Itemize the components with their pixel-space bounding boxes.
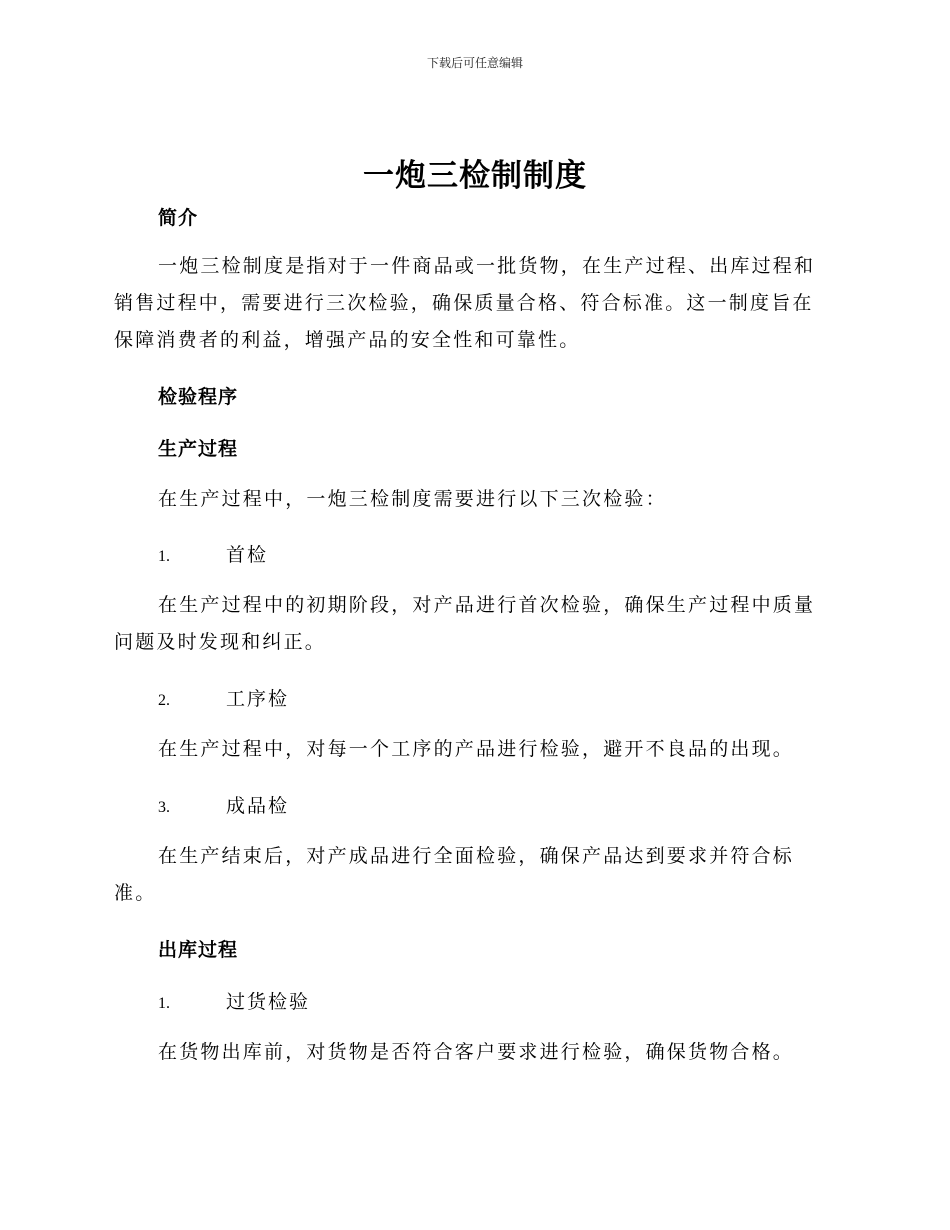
list-item-label: 工序检 (226, 688, 290, 710)
list-item-first-inspection (158, 540, 268, 567)
list-item-number: 1. (158, 548, 170, 565)
list-item-label: 成品检 (226, 795, 290, 817)
intro-paragraph: 一炮三检制度是指对于一件商品或一批货物，在生产过程、出库过程和销售过程中，需要进行三次检验，确保质量合格、符合标准。这一制度旨在保障消费者的利益，增强产品的安全性和可靠性。 (114, 255, 816, 351)
list-item-process-inspection (158, 684, 289, 711)
section-heading-production: 生产过程 (158, 438, 239, 460)
list-item-final-inspection (158, 791, 289, 818)
section-heading-outbound: 出库过程 (158, 939, 239, 961)
list-item-description: 在生产结束后，对产成品进行全面检验，确保产品达到要求并符合标准。 (114, 845, 795, 904)
list-item-number: 1. (158, 995, 170, 1012)
list-item-goods-inspection (158, 987, 310, 1014)
list-item-description: 在生产过程中的初期阶段，对产品进行首次检验，确保生产过程中质量问题及时发现和纠正。 (114, 594, 816, 653)
list-item-description: 在货物出库前，对货物是否符合客户要求进行检验，确保货物合格。 (158, 1041, 795, 1063)
list-item-label: 首检 (226, 544, 269, 566)
production-intro-paragraph: 在生产过程中，一炮三检制度需要进行以下三次检验： (158, 488, 667, 510)
list-item-description: 在生产过程中，对每一个工序的产品进行检验，避开不良品的出现。 (158, 738, 795, 760)
list-item-label: 过货检验 (226, 991, 311, 1013)
section-heading-intro: 简介 (158, 207, 199, 229)
list-item-number: 3. (158, 799, 170, 816)
page-header-note: 下载后可任意编辑 (426, 56, 523, 70)
document-title: 一炮三检制制度 (363, 158, 587, 194)
section-heading-procedure: 检验程序 (158, 386, 239, 408)
list-item-number: 2. (158, 692, 170, 709)
